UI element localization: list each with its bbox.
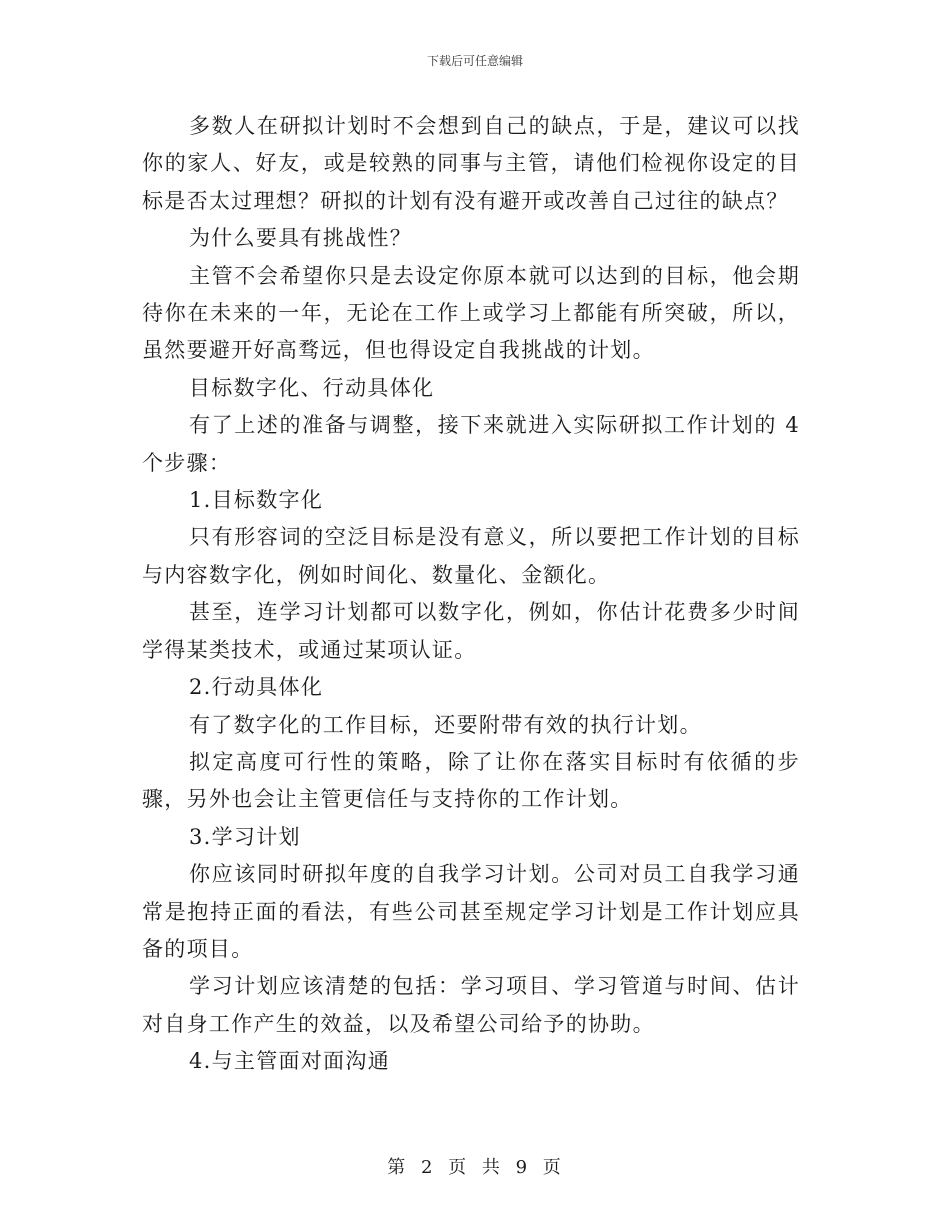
paragraph-self-review: 多数人在研拟计划时不会想到自己的缺点，于是，建议可以找你的家人、好友，或是较熟的同事与主管，请他们检视你设定的目标是否太过理想？研拟的计划有没有避开或改善自己过往的缺点？ bbox=[142, 114, 800, 213]
heading-why-challenging: 为什么要具有挑战性？ bbox=[189, 226, 412, 251]
step-heading-concrete-actions: 2.行动具体化 bbox=[189, 675, 324, 700]
step-heading-learning-plan: 3.学习计划 bbox=[189, 824, 301, 849]
paragraph-execution-plan: 有了数字化的工作目标，还要附带有效的执行计划。 bbox=[189, 712, 702, 737]
paragraph-quantify-goals: 只有形容词的空泛目标是没有意义，所以要把工作计划的目标与内容数字化，例如时间化、数量化、金额化。 bbox=[142, 525, 800, 587]
step-heading-quantify-goals: 1.目标数字化 bbox=[189, 488, 324, 513]
paragraph-quantify-learning: 甚至，连学习计划都可以数字化，例如，你估计花费多少时间学得某类技术，或通过某项认证。 bbox=[142, 600, 800, 662]
step-heading-talk-with-manager: 4.与主管面对面沟通 bbox=[189, 1049, 391, 1074]
paragraph-learning-plan-contents: 学习计划应该清楚的包括：学习项目、学习管道与时间、估计对自身工作产生的效益，以及希望公司给予的协助。 bbox=[142, 974, 800, 1036]
page-header: 下载后可任意编辑 bbox=[426, 54, 523, 68]
page-footer: 第 2 页 共 9 页 bbox=[387, 1157, 563, 1178]
paragraph-feasible-strategy: 拟定高度可行性的策略，除了让你在落实目标时有依循的步骤，另外也会让主管更信任与支持你的工作计划。 bbox=[142, 749, 800, 812]
paragraph-four-steps-intro: 有了上述的准备与调整，接下来就进入实际研拟工作计划的 4 个步骤： bbox=[142, 413, 800, 475]
document-body bbox=[142, 108, 800, 1081]
heading-quantify-and-concretize: 目标数字化、行动具体化 bbox=[189, 375, 435, 400]
paragraph-learning-plan: 你应该同时研拟年度的自我学习计划。公司对员工自我学习通常是抱持正面的看法，有些公司甚至规定学习计划是工作计划应具备的项目。 bbox=[142, 862, 800, 961]
paragraph-challenging: 主管不会希望你只是去设定你原本就可以达到的目标，他会期待你在未来的一年，无论在工作上或学习上都能有所突破，所以，虽然要避开好高骛远，但也得设定自我挑战的计划。 bbox=[142, 263, 800, 363]
